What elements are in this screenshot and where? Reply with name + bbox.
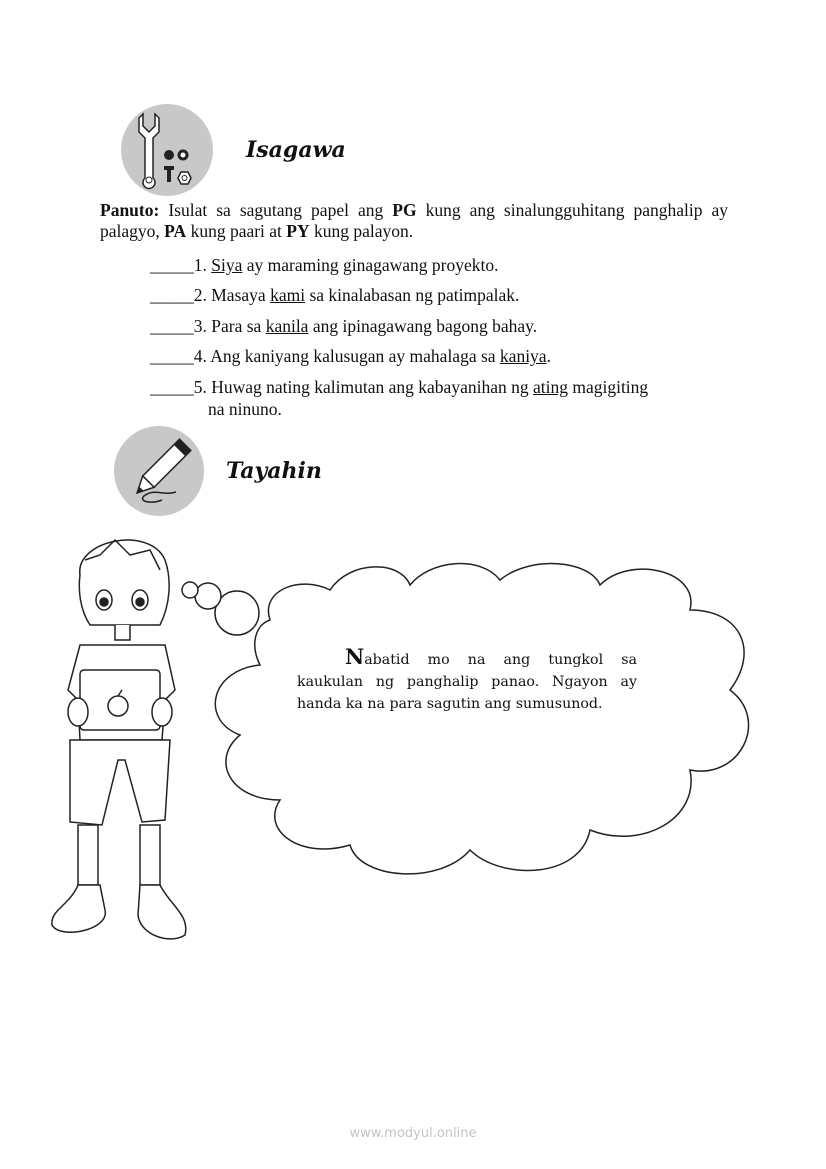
isagawa-title: Isagawa bbox=[246, 137, 346, 163]
list-item: _____3. Para sa kanila ang ipinagawang bagong bahay. bbox=[150, 316, 538, 336]
list-item: _____1. Siya ay maraming ginagawang proyekto. bbox=[150, 255, 499, 275]
tayahin-title: Tayahin bbox=[226, 458, 322, 484]
list-item: _____4. Ang kaniyang kalusugan ay mahalaga sa kaniya. bbox=[150, 346, 551, 366]
thought-cloud-illustration bbox=[40, 530, 780, 950]
cloud-text: Nabatid mo na ang tungkol sa kaukulan ng panghalip panao. Ngayon ay handa ka na para sagutin ang sumusunod. bbox=[297, 644, 637, 712]
list-item: _____5. Huwag nating kalimutan ang kabayanihan ng ating magigiting na ninuno. bbox=[150, 377, 649, 419]
pencil-icon bbox=[114, 426, 204, 516]
footer-watermark: www.modyul.online bbox=[349, 1126, 477, 1141]
instructions: Panuto: Isulat sa sagutang papel ang PG kung ang sinalungguhitang panghalip ay palagyo, PA kung paari at PY kung palayon. bbox=[100, 200, 729, 241]
tools-icon bbox=[121, 104, 213, 196]
list-item: _____2. Masaya kami sa kinalabasan ng patimpalak. bbox=[150, 285, 520, 305]
